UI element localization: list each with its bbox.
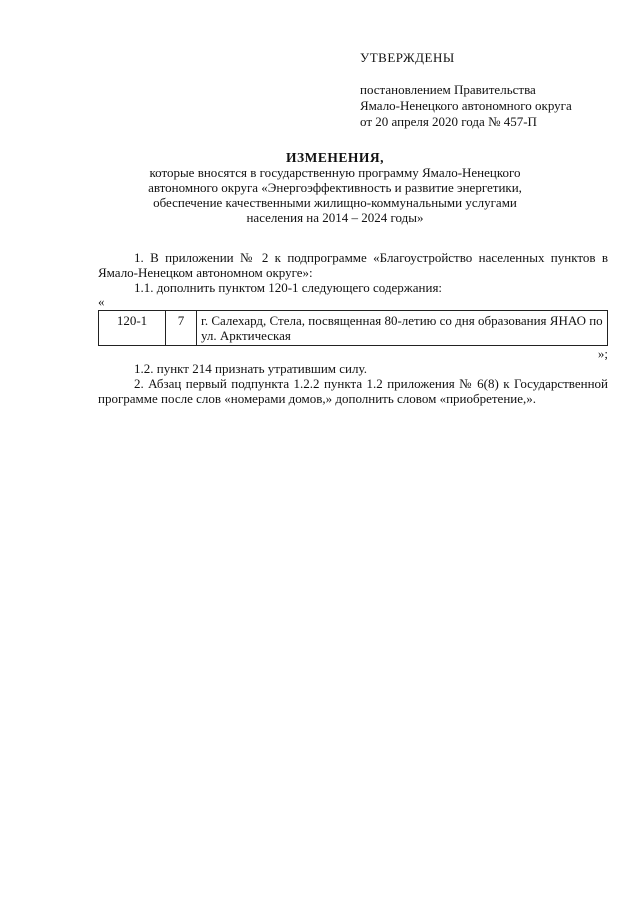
table-row (99, 311, 608, 346)
row-text-cell: г. Салехард, Стела, посвященная 80-летию со дня образования ЯНАО по ул. Арктическая (197, 311, 608, 346)
quote-open: « (98, 294, 105, 309)
title-line-1: которые вносятся в государственную программу Ямало-Ненецкого (149, 165, 521, 180)
document-title-block (100, 150, 570, 225)
title-line-3: обеспечение качественными жилищно-коммунальными услугами (153, 195, 517, 210)
row-code-cell: 7 (166, 311, 197, 346)
approval-stamp (360, 50, 572, 130)
title-line-2: автономного округа «Энергоэффективность и развитие энергетики, (148, 180, 522, 195)
approval-line-3: от 20 апреля 2020 года № 457-П (360, 114, 537, 129)
item-1-1: 1.1. дополнить пунктом 120-1 следующего содержания: (134, 280, 443, 295)
approval-line-1: постановлением Правительства (360, 82, 536, 97)
quote-close: »; (597, 346, 608, 361)
document-body (98, 250, 608, 406)
item-1-2: 1.2. пункт 214 признать утратившим силу. (134, 361, 367, 376)
document-title: ИЗМЕНЕНИЯ, (285, 150, 384, 165)
item-2: 2. Абзац первый подпункта 1.2.2 пункта 1.2 приложения № 6(8) к Государственной программе после слов «номерами домов,» дополнить словом «приобретение,». (98, 376, 608, 406)
title-line-4: населения на 2014 – 2024 годы» (246, 210, 424, 225)
row-number-cell: 120-1 (99, 311, 166, 346)
approval-heading: УТВЕРЖДЕНЫ (360, 50, 455, 65)
item-1: 1. В приложении № 2 к подпрограмме «Благоустройство населенных пунктов в Ямало-Ненецком автономном округе»: (98, 250, 608, 280)
inserted-row-table (98, 310, 608, 346)
approval-line-2: Ямало-Ненецкого автономного округа (360, 98, 572, 113)
